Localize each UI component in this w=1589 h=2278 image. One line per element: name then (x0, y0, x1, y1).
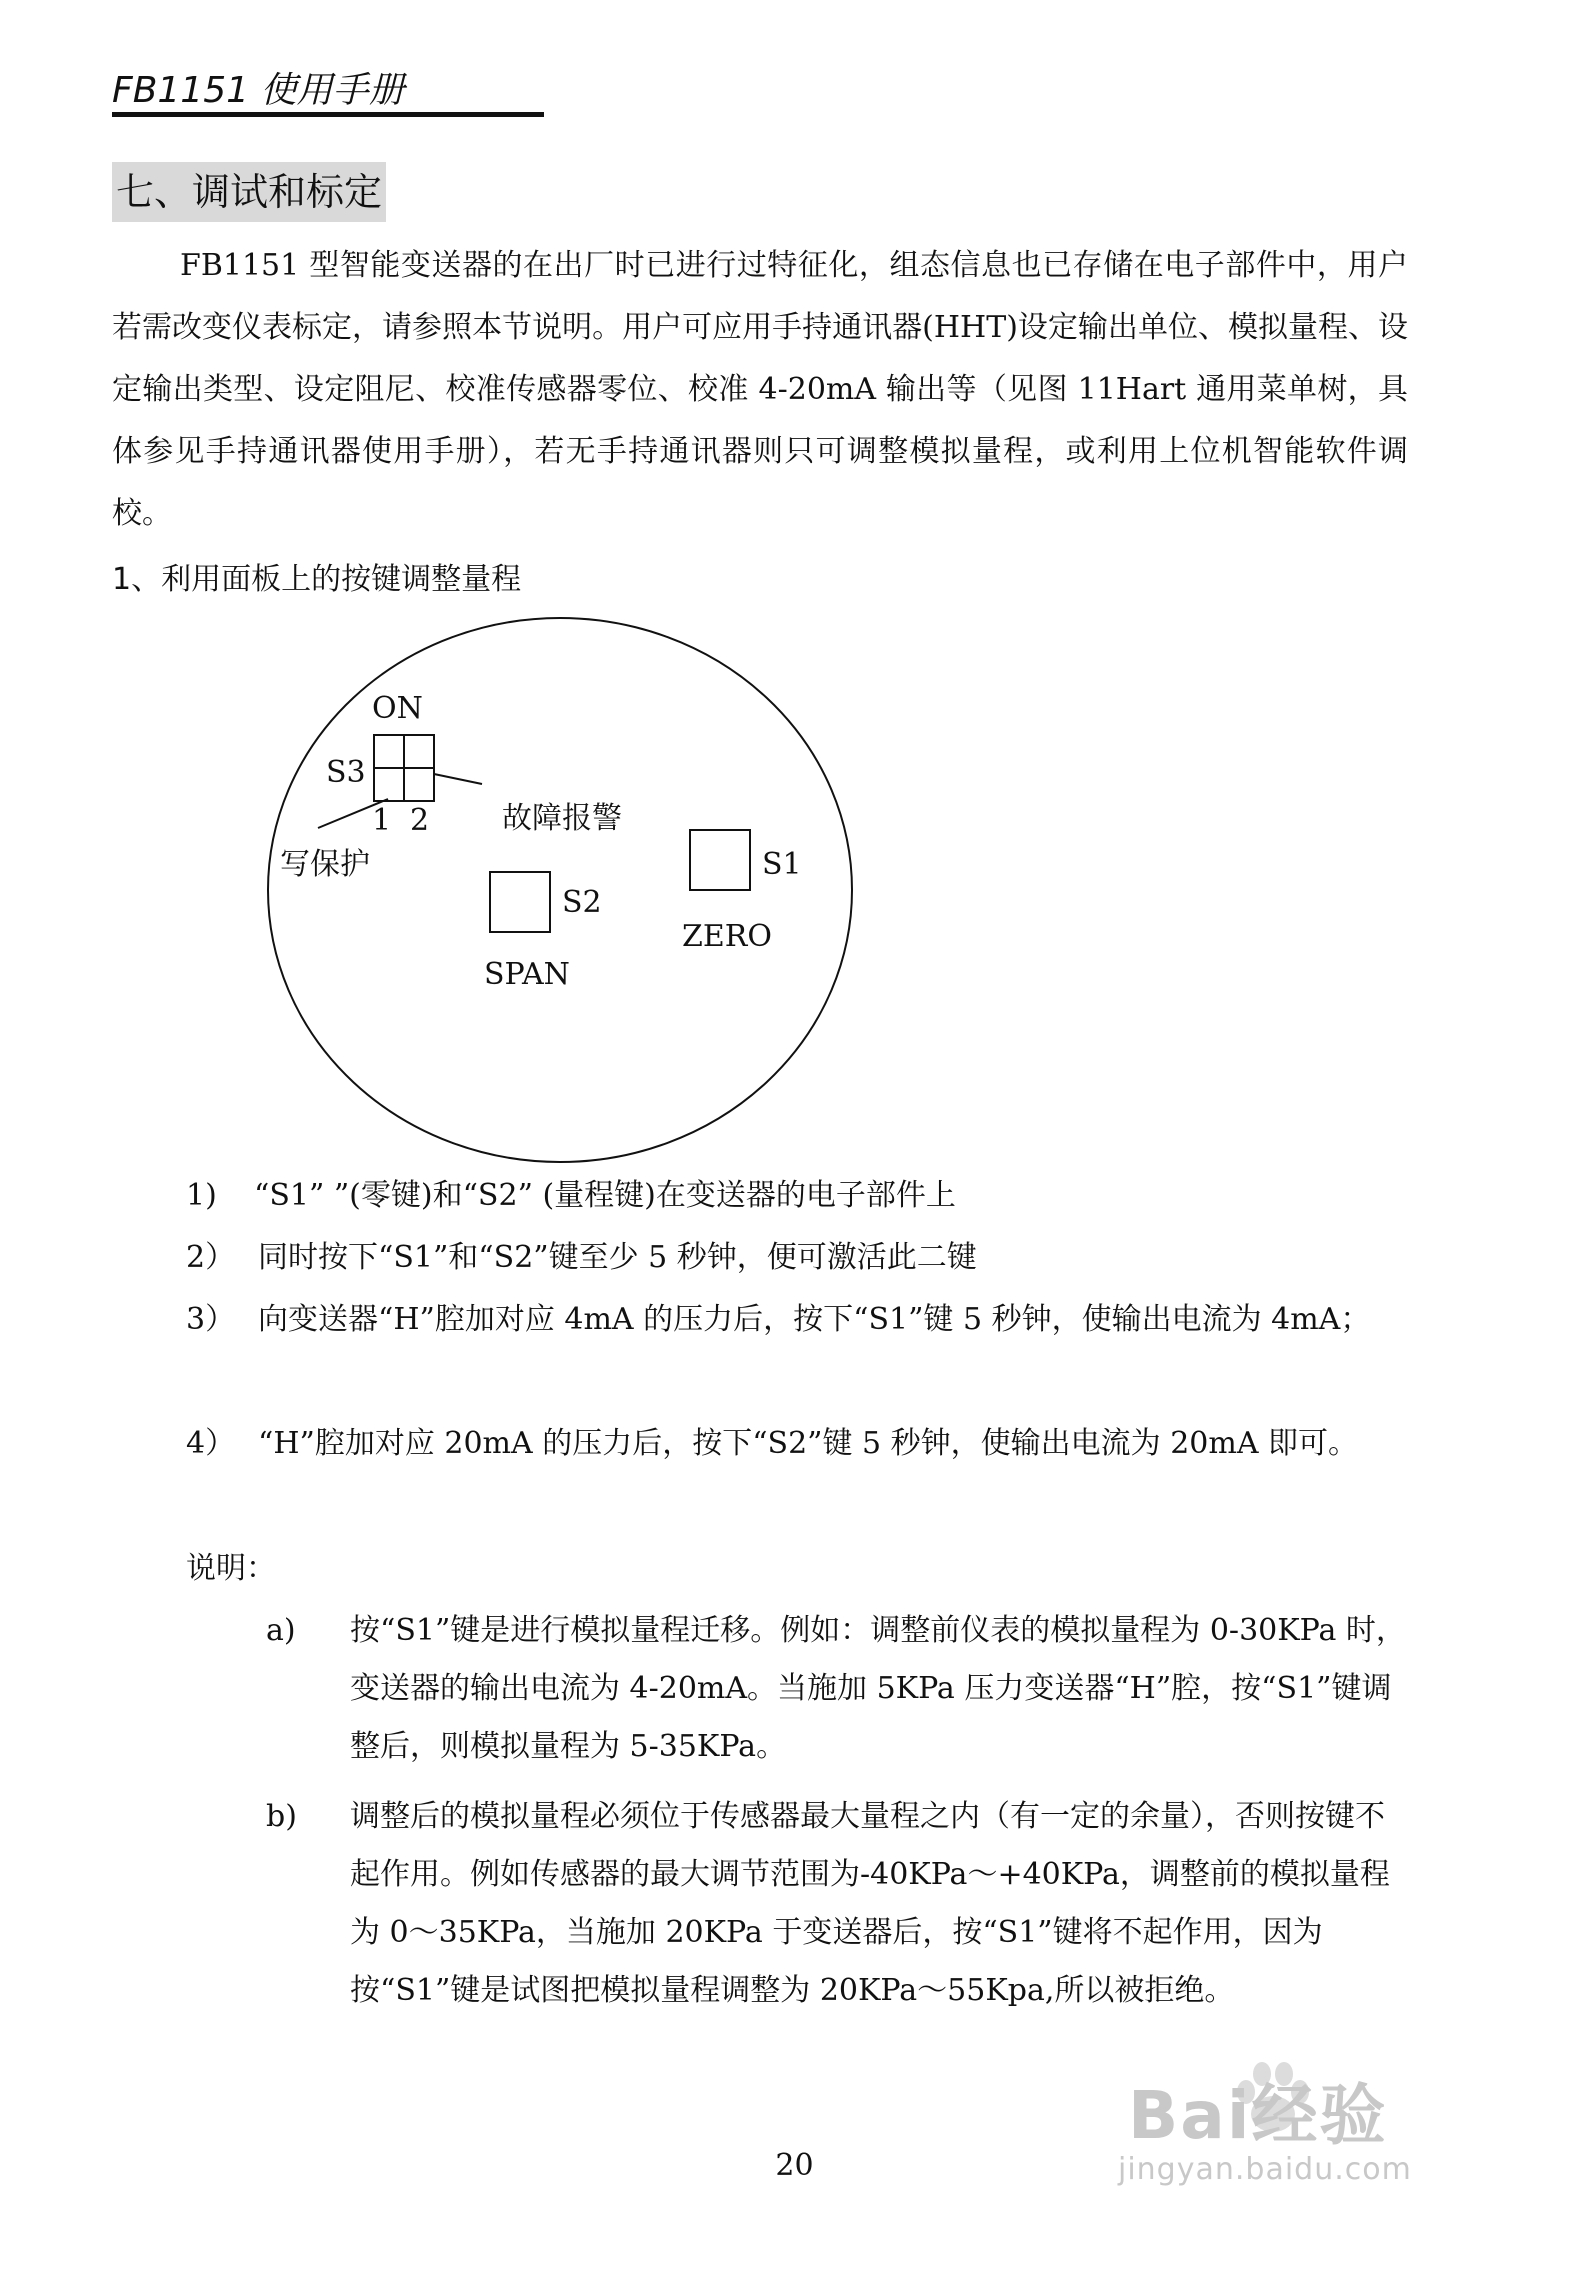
intro-paragraph: FB1151 型智能变送器的在出厂时已进行过特征化，组态信息也已存储在电子部件中，用户若需改变仪表标定，请参照本节说明。用户可应用手持通讯器(HHT)设定输出单位、模拟量程、设定输出类型、设定阻尼、校准传感器零位、校准 4-20mA 输出等（见图 11Hart 通用菜单树，具体参见手持通讯器使用手册），若无手持通讯器则只可调整模拟量程，或利用上位机智能软件调校。 (112, 248, 1408, 531)
fault-alarm-label: 故障报警 (502, 801, 622, 836)
watermark-url: jingyan.baidu.com (1118, 2152, 1412, 2187)
step-text: “S1” ”(零键)和“S2” (量程键)在变送器的电子部件上 (254, 1178, 956, 1213)
page-number: 20 (775, 2148, 814, 2183)
section-title: 七、调试和标定 (112, 162, 386, 222)
note-text: 调整后的模拟量程必须位于传感器最大量程之内（有一定的余量），否则按键不起作用。例如传感器的最大调节范围为-40KPa～+40KPa，调整前的模拟量程为 0～35KPa，当施加 20KPa 于变送器后，按“S1”键将不起作用，因为按“S1”键是试图把模拟量程调整为 20KPa～55Kpa,所以被拒绝。 (350, 1799, 1390, 2008)
watermark-brand: Bai经验 (1128, 2077, 1388, 2154)
button-s2 (490, 872, 550, 932)
button-s1 (690, 830, 750, 890)
position-1-label: 1 (372, 803, 392, 838)
s2-label: S2 (562, 885, 602, 920)
fault-leader-line (434, 774, 482, 784)
s1-label: S1 (762, 847, 802, 882)
note-letter: a) (266, 1613, 296, 1648)
step-number: 2） (186, 1240, 236, 1275)
position-2-label: 2 (410, 803, 430, 838)
s3-label: S3 (326, 755, 366, 790)
write-protect-label: 写保护 (280, 847, 370, 882)
subsection-title: 1、利用面板上的按键调整量程 (112, 562, 522, 597)
step-text: 向变送器“H”腔加对应 4mA 的压力后，按下“S1”键 5 秒钟，使输出电流为 4mA； (258, 1302, 1371, 1337)
note-label: 说明： (186, 1551, 276, 1586)
step-text: 同时按下“S1”和“S2”键至少 5 秒钟，便可激活此二键 (258, 1240, 977, 1275)
zero-label: ZERO (682, 919, 772, 954)
step-text: “H”腔加对应 20mA 的压力后，按下“S2”键 5 秒钟，使输出电流为 20mA 即可。 (258, 1426, 1359, 1461)
panel-outline (268, 618, 852, 1162)
span-label: SPAN (484, 957, 570, 992)
page-header (112, 62, 544, 117)
panel-diagram (250, 610, 870, 1170)
step-number: 4） (186, 1426, 236, 1461)
note-text: 按“S1”键是进行模拟量程迁移。例如：调整前仪表的模拟量程为 0-30KPa 时，变送器的输出电流为 4-20mA。当施加 5KPa 压力变送器“H”腔，按“S1”键调整后，则模拟量程为 5-35KPa。 (350, 1613, 1406, 1764)
note-letter: b) (266, 1799, 297, 1834)
step-number: 3） (186, 1302, 236, 1337)
baidu-watermark (1108, 2056, 1488, 2206)
header-title: FB1151 使用手册 (112, 70, 405, 111)
on-label: ON (372, 691, 423, 726)
step-number: 1) (186, 1178, 217, 1213)
